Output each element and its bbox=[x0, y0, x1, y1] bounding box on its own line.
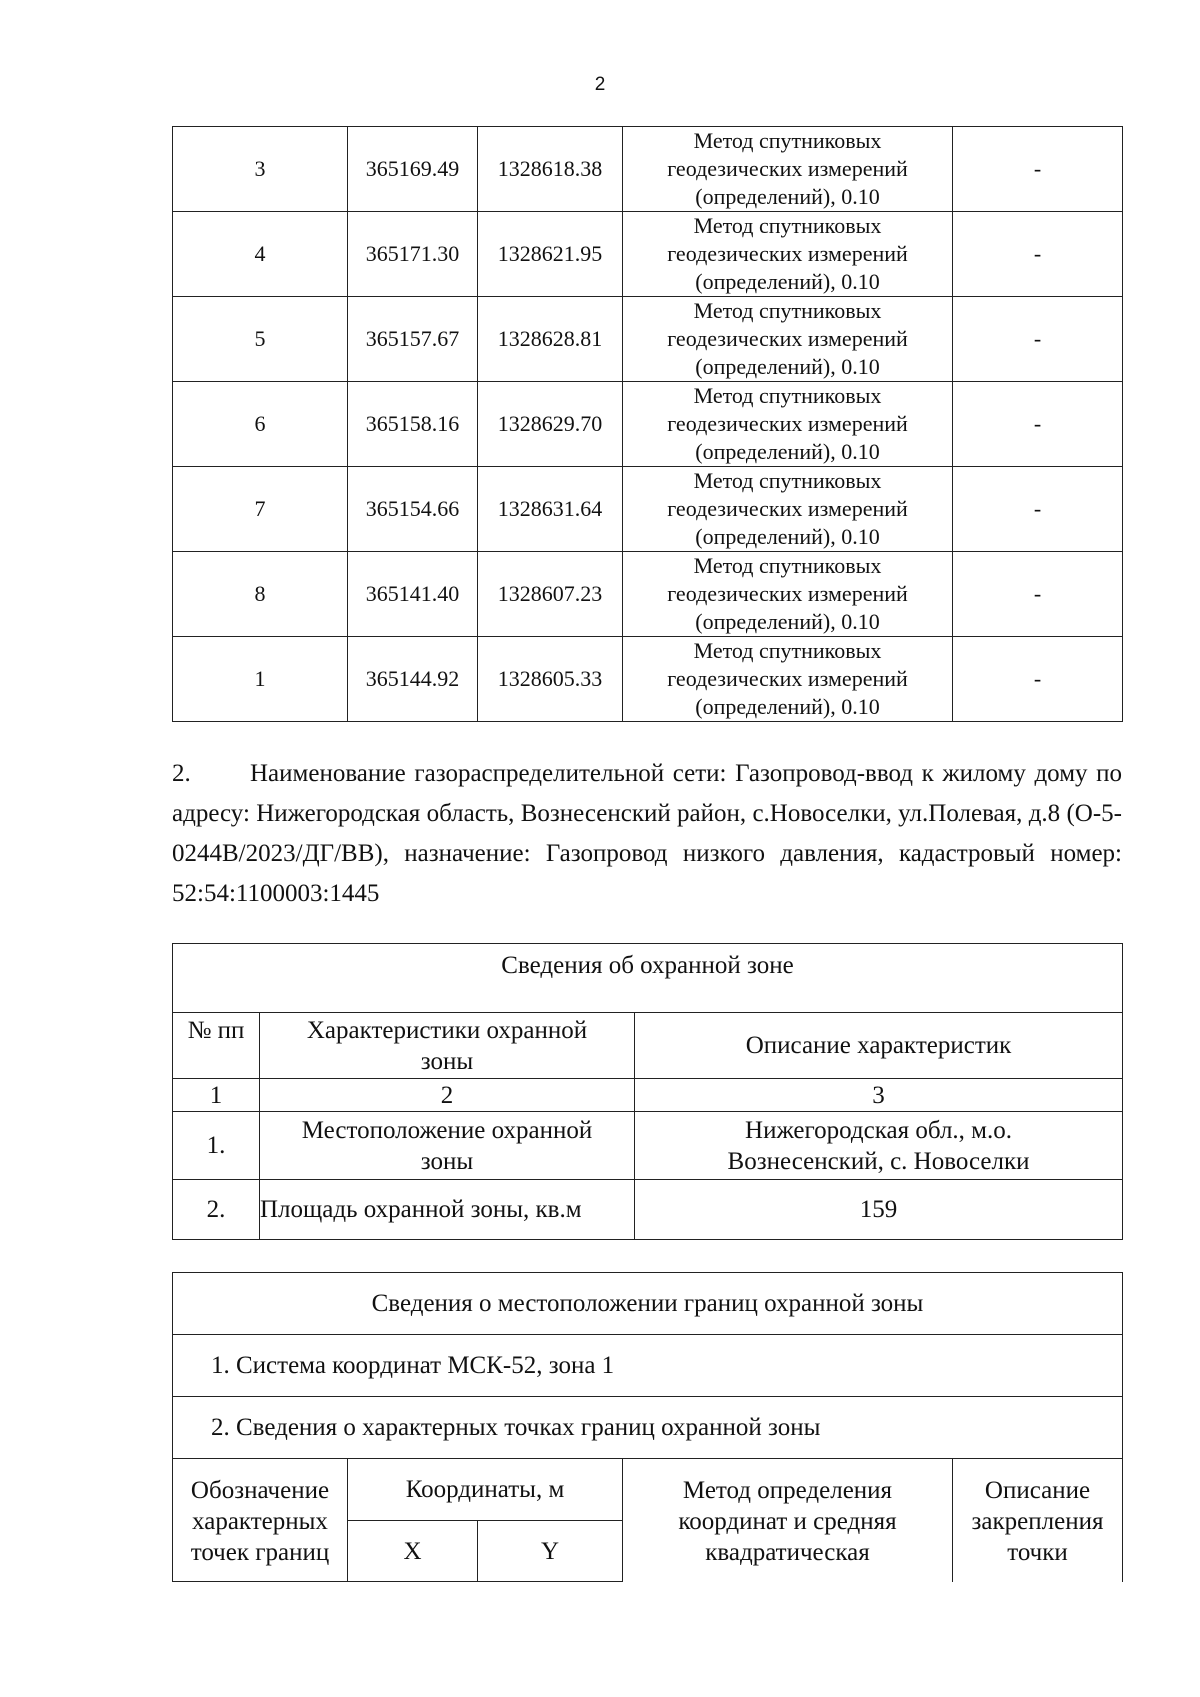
method-line3: (определений), 0.10 bbox=[695, 354, 880, 379]
row-description bbox=[635, 1112, 1123, 1180]
point-number: 3 bbox=[173, 127, 348, 212]
method-line3: (определений), 0.10 bbox=[695, 184, 880, 209]
method bbox=[623, 212, 953, 297]
coord-x: 365157.67 bbox=[348, 297, 478, 382]
coordinate-system-line: 1. Система координат МСК-52, зона 1 bbox=[173, 1335, 1123, 1397]
boundary-table-title: Сведения о местоположении границ охранной зоны bbox=[173, 1273, 1123, 1335]
coordinate-row bbox=[173, 212, 1123, 297]
point-number: 6 bbox=[173, 382, 348, 467]
col-header-method bbox=[623, 1459, 953, 1582]
zone-row-area bbox=[173, 1180, 1123, 1240]
fixing-description: - bbox=[953, 637, 1123, 722]
col-header-fixing-line1: Описание bbox=[984, 1477, 1091, 1504]
col-index-2: 2 bbox=[260, 1079, 635, 1112]
method-line2: геодезических измерений bbox=[667, 156, 908, 181]
coord-y: 1328621.95 bbox=[478, 212, 623, 297]
coordinate-row bbox=[173, 467, 1123, 552]
col-header-point-line2: характерных bbox=[192, 1508, 328, 1535]
coordinate-row bbox=[173, 127, 1123, 212]
coord-y: 1328618.38 bbox=[478, 127, 623, 212]
col-header-fixing-line3: точки bbox=[1007, 1539, 1068, 1566]
method-line2: геодезических измерений bbox=[667, 496, 908, 521]
point-number: 5 bbox=[173, 297, 348, 382]
col-header-characteristics-line1: Характеристики охранной bbox=[306, 1016, 588, 1044]
row-characteristic bbox=[260, 1112, 635, 1180]
method-line2: геодезических измерений bbox=[667, 326, 908, 351]
section-2-paragraph bbox=[172, 754, 1122, 914]
method bbox=[623, 552, 953, 637]
row-description-line1: Нижегородская обл., м.о. bbox=[745, 1116, 1012, 1144]
point-number: 1 bbox=[173, 637, 348, 722]
method-line1: Метод спутниковых bbox=[693, 468, 882, 493]
col-header-point-line3: точек границ bbox=[190, 1539, 330, 1566]
method-line1: Метод спутниковых bbox=[693, 638, 882, 663]
col-header-fixing bbox=[953, 1459, 1123, 1582]
zone-row-location bbox=[173, 1112, 1123, 1180]
fixing-description: - bbox=[953, 382, 1123, 467]
coordinate-row bbox=[173, 382, 1123, 467]
row-characteristic-line2: зоны bbox=[420, 1147, 474, 1175]
coord-y: 1328607.23 bbox=[478, 552, 623, 637]
fixing-description: - bbox=[953, 212, 1123, 297]
coord-y: 1328605.33 bbox=[478, 637, 623, 722]
boundary-table bbox=[172, 1272, 1123, 1582]
col-index-3: 3 bbox=[635, 1079, 1123, 1112]
point-number: 4 bbox=[173, 212, 348, 297]
row-characteristic: Площадь охранной зоны, кв.м bbox=[260, 1180, 635, 1240]
method-line1: Метод спутниковых bbox=[693, 128, 882, 153]
col-header-method-line2: координат и средняя bbox=[678, 1508, 897, 1535]
row-num: 2. bbox=[173, 1180, 260, 1240]
coord-y: 1328629.70 bbox=[478, 382, 623, 467]
col-header-method-line1: Метод определения bbox=[682, 1477, 893, 1504]
col-header-characteristics bbox=[260, 1013, 635, 1079]
section-text: Наименование газораспределительной сети: Газопровод-ввод к жилому дому по адресу: Нижегородская область, Вознесенский район, с.Новоселки, ул.Полевая, д.8 (О-5-0244В/2023/ДГ/ВВ), назначение: Газопровод низкого давления, кадастровый номер: 52:54:1100003:1445 bbox=[172, 760, 1122, 907]
coord-x: 365141.40 bbox=[348, 552, 478, 637]
method-line1: Метод спутниковых bbox=[693, 553, 882, 578]
coord-x: 365144.92 bbox=[348, 637, 478, 722]
method-line1: Метод спутниковых bbox=[693, 383, 882, 408]
row-characteristic-line1: Местоположение охранной bbox=[301, 1116, 593, 1144]
method-line2: геодезических измерений bbox=[667, 581, 908, 606]
method-line2: геодезических измерений bbox=[667, 666, 908, 691]
method-line2: геодезических измерений bbox=[667, 241, 908, 266]
fixing-description: - bbox=[953, 467, 1123, 552]
col-index-1: 1 bbox=[173, 1079, 260, 1112]
col-header-num: № пп bbox=[173, 1013, 260, 1079]
coordinates-table bbox=[172, 126, 1123, 722]
col-header-coordinates: Координаты, м bbox=[348, 1459, 623, 1521]
coordinate-row bbox=[173, 637, 1123, 722]
row-description-line2: Вознесенский, с. Новоселки bbox=[727, 1147, 1030, 1175]
col-header-point bbox=[173, 1459, 348, 1582]
col-header-fixing-line2: закрепления bbox=[971, 1508, 1104, 1535]
col-header-description: Описание характеристик bbox=[635, 1013, 1123, 1079]
col-header-x: X bbox=[348, 1521, 478, 1582]
method-line3: (определений), 0.10 bbox=[695, 694, 880, 719]
coord-y: 1328631.64 bbox=[478, 467, 623, 552]
method-line3: (определений), 0.10 bbox=[695, 439, 880, 464]
method bbox=[623, 382, 953, 467]
row-description: 159 bbox=[635, 1180, 1123, 1240]
coord-x: 365171.30 bbox=[348, 212, 478, 297]
method bbox=[623, 467, 953, 552]
fixing-description: - bbox=[953, 127, 1123, 212]
method-line3: (определений), 0.10 bbox=[695, 609, 880, 634]
method-line2: геодезических измерений bbox=[667, 411, 908, 436]
point-number: 8 bbox=[173, 552, 348, 637]
method bbox=[623, 127, 953, 212]
point-number: 7 bbox=[173, 467, 348, 552]
coordinate-row bbox=[173, 297, 1123, 382]
coordinate-row bbox=[173, 552, 1123, 637]
method bbox=[623, 637, 953, 722]
coord-x: 365158.16 bbox=[348, 382, 478, 467]
col-header-point-line1: Обозначение bbox=[190, 1477, 330, 1504]
fixing-description: - bbox=[953, 552, 1123, 637]
method-line1: Метод спутниковых bbox=[693, 213, 882, 238]
fixing-description: - bbox=[953, 297, 1123, 382]
method-line3: (определений), 0.10 bbox=[695, 269, 880, 294]
coord-x: 365169.49 bbox=[348, 127, 478, 212]
method-line3: (определений), 0.10 bbox=[695, 524, 880, 549]
page-number: 2 bbox=[594, 74, 606, 95]
characteristic-points-line: 2. Сведения о характерных точках границ охранной зоны bbox=[173, 1397, 1123, 1459]
method bbox=[623, 297, 953, 382]
coord-x: 365154.66 bbox=[348, 467, 478, 552]
coord-y: 1328628.81 bbox=[478, 297, 623, 382]
row-num: 1. bbox=[173, 1112, 260, 1180]
method-line1: Метод спутниковых bbox=[693, 298, 882, 323]
col-header-characteristics-line2: зоны bbox=[420, 1047, 474, 1075]
zone-table-title: Сведения об охранной зоне bbox=[173, 944, 1123, 1013]
col-header-y: Y bbox=[478, 1521, 623, 1582]
protection-zone-table bbox=[172, 943, 1123, 1240]
section-number: 2. bbox=[172, 760, 191, 787]
col-header-method-line3: квадратическая bbox=[705, 1539, 870, 1566]
